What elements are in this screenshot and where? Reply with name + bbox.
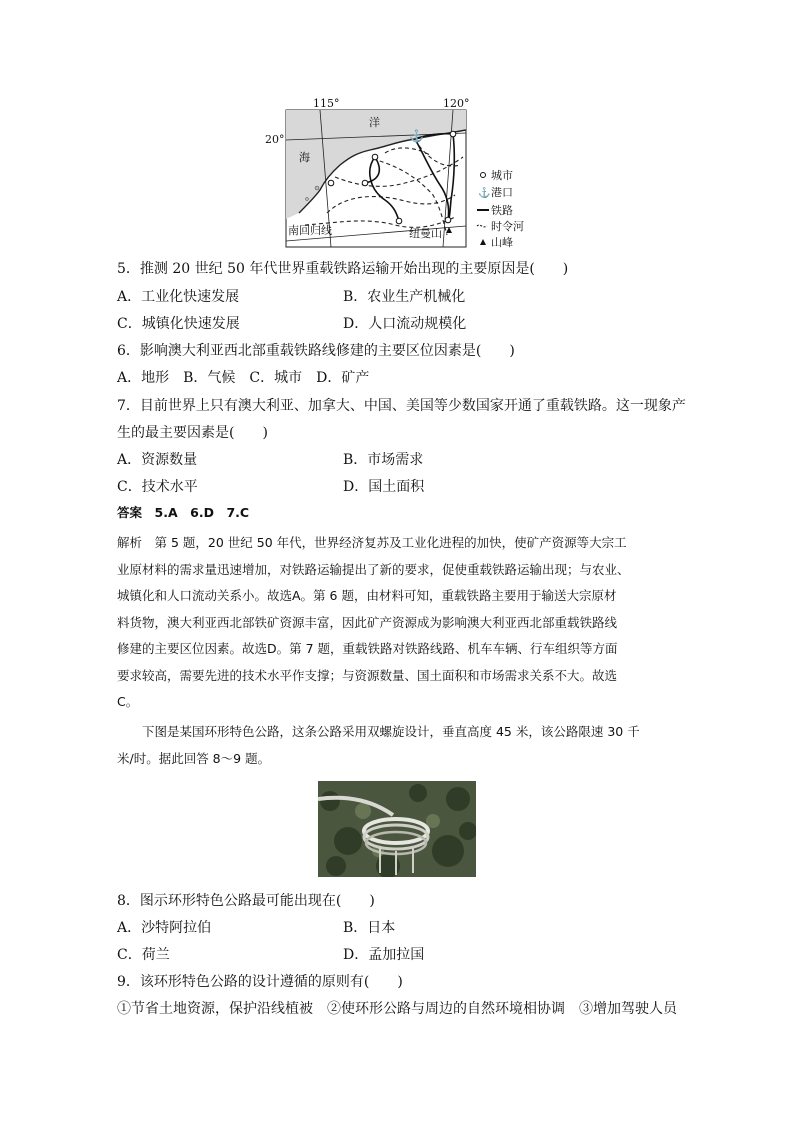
q9-statements: ①节省土地资源，保护沿线植被 ②使环形公路与周边的自然环境相协调 ③增加驾驶人员 [117, 1001, 677, 1017]
q5-option-a: A．工业化快速发展 [117, 289, 240, 305]
explanation-line: 修建的主要区位因素。故选D。第 7 题，重载铁路对铁路线路、机车车辆、行车组织等方面 [117, 641, 618, 656]
legend-city: 城市 [491, 169, 513, 182]
legend-peak: 山峰 [491, 236, 513, 249]
svg-text:⚓: ⚓ [478, 188, 491, 199]
q7-option-d: D．国土面积 [343, 479, 425, 495]
answer-text: 答案 5.A 6.D 7.C [117, 505, 250, 520]
q8-option-a: A．沙特阿拉伯 [117, 920, 212, 936]
q7-option-c: C．技术水平 [117, 479, 198, 495]
question-8-stem: 8．图示环形特色公路最可能出现在( ) [117, 893, 375, 909]
map-lat-20: 20° [265, 133, 285, 146]
question-7-stem-line2: 生的最主要因素是( ) [117, 425, 268, 441]
question-7-stem-line1: 7．目前世界上只有澳大利亚、加拿大、中国、美国等少数国家开通了重载铁路。这一现象产 [117, 398, 686, 414]
map-legend [477, 169, 524, 249]
map-sea-label: 海 [299, 151, 310, 164]
q8-option-b: B．日本 [343, 920, 396, 936]
legend-railway: 铁路 [491, 204, 513, 217]
question-6-stem: 6．影响澳大利亚西北部重载铁路线修建的主要区位因素是( ) [117, 343, 515, 359]
railway-map [265, 95, 535, 255]
q6-options: A．地形 B．气候 C．城市 D．矿产 [117, 370, 370, 386]
map-lon-115: 115° [313, 97, 340, 110]
intro-line: 米/时。据此回答 8～9 题。 [117, 750, 271, 766]
q7-option-b: B．市场需求 [343, 452, 424, 468]
q5-option-c: C．城镇化快速发展 [117, 316, 240, 332]
explanation-line: 城镇化和人口流动关系小。故选A。第 6 题，由材料可知，重载铁路主要用于输送大宗原材 [117, 588, 617, 603]
legend-port: 港口 [491, 186, 513, 199]
map-mountain-label: 纽曼山 [409, 227, 442, 240]
intro-paragraph [117, 719, 679, 772]
answer-line [117, 500, 679, 527]
question-5-stem: 5．推测 20 世纪 50 年代世界重载铁路运输开始出现的主要原因是( ) [117, 261, 569, 277]
spiral-road-photo [318, 781, 476, 877]
q5-option-d: D．人口流动规模化 [343, 316, 467, 332]
q8-option-d: D．孟加拉国 [343, 947, 425, 963]
explanation-line: 业原材料的需求量迅速增加，对铁路运输提出了新的要求，促使重载铁路运输出现；与农业、 [117, 561, 630, 577]
explanation-line: 要求较高，需要先进的技术水平作支撑；与资源数量、国土面积和市场需求关系不大。故选 [117, 667, 618, 683]
explanation-line: 解析 第 5 题，20 世纪 50 年代，世界经济复苏及工业化进程的加快，使矿产资源等大宗工 [117, 535, 627, 550]
q8-option-c: C．荷兰 [117, 947, 170, 963]
q7-option-a: A．资源数量 [117, 452, 198, 468]
q5-option-b: B．农业生产机械化 [343, 289, 466, 305]
legend-river: 时令河 [491, 220, 524, 233]
map-lon-120: 120° [443, 97, 470, 110]
map-tropic-label: 南回归线 [288, 224, 332, 237]
explanation-line: C。 [117, 694, 139, 709]
map-ocean-label: 洋 [369, 116, 380, 129]
port-icon: ⚓ [409, 129, 424, 143]
explanation-block [117, 530, 679, 716]
explanation-line: 料货物，澳大利亚西北部铁矿资源丰富，因此矿产资源成为影响澳大利亚西北部重载铁路线 [117, 614, 618, 630]
intro-line: 下图是某国环形特色公路，这条公路采用双螺旋设计，垂直高度 45 米，该公路限速 30 千 [117, 724, 640, 739]
question-9-stem: 9．该环形特色公路的设计遵循的原则有( ) [117, 974, 403, 990]
